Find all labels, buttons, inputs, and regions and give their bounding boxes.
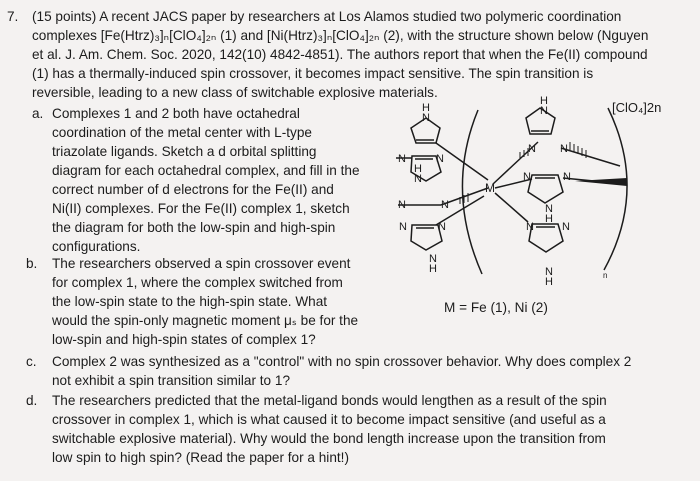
part-line: for complex 1, where the complex switched from (52, 275, 343, 290)
part-line: Complexes 1 and 2 both have octahedral (52, 106, 300, 121)
part-line: low-spin and high-spin states of complex 1? (52, 332, 316, 347)
intro-line: et al. J. Am. Chem. Soc. 2020, 142(10) 4842-4851). The authors report that when the Fe(II) compound (32, 47, 648, 62)
part-line: triazolate ligands. Sketch a d orbital splitting (52, 144, 317, 159)
intro-line: reversible, leading to a new class of switchable explosive materials. (32, 85, 438, 100)
atom-label: N (560, 143, 568, 155)
structure-svg (378, 92, 678, 327)
repeat-subscript: n (603, 271, 608, 280)
counterion-label: [ClO₄]2n (612, 100, 662, 115)
atom-label: H (414, 163, 422, 175)
structure-diagram (378, 92, 678, 332)
part-line: would the spin-only magnetic moment μₛ be for the (52, 313, 359, 328)
atom-label: N (563, 171, 571, 183)
atom-label: N (545, 266, 553, 278)
part-line: The researchers predicted that the metal-ligand bonds would lengthen as a result of the spin (52, 393, 607, 408)
atom-label: N (438, 221, 446, 233)
intro-line: (15 points) A recent JACS paper by researchers at Los Alamos studied two polymeric coordination (32, 9, 622, 24)
atom-label: N (399, 221, 407, 233)
part-label: c. (26, 354, 37, 369)
atom-label: N (429, 253, 437, 265)
part-line: correct number of d electrons for the Fe(II) and (52, 182, 334, 197)
part-line: configurations. (52, 239, 141, 254)
part-line: crossover in complex 1, which is what caused it to become impact sensitive (and useful as a (52, 412, 606, 427)
part-line: diagram for each octahedral complex, and fill in the (52, 163, 360, 178)
atom-label: N (422, 112, 430, 124)
part-label: d. (26, 393, 38, 408)
atom-label: H (545, 213, 553, 225)
atom-label: N (545, 203, 553, 215)
atom-label: H (540, 95, 548, 107)
atom-label: N (436, 153, 444, 165)
part-line: the low-spin state to the high-spin state. What (52, 294, 328, 309)
part-line: low spin to high spin? (Read the paper for a hint!) (52, 450, 349, 465)
atom-label: N (398, 199, 406, 211)
atom-label: N (441, 199, 449, 211)
part-line: switchable explosive material). Why would the bond length increase upon the transition from (52, 431, 606, 446)
atom-label: N (398, 153, 406, 165)
structure-caption: M = Fe (1), Ni (2) (444, 300, 548, 315)
intro-line: complexes [Fe(Htrz)₃]ₙ[ClO₄]₂ₙ (1) and [Ni(Htrz)₃]ₙ[ClO₄]₂ₙ (2), with the structure shown below (Nguyen (32, 28, 649, 43)
part-line: coordination of the metal center with L-type (52, 125, 312, 140)
question-number: 7. (7, 9, 19, 24)
atom-label: N (528, 143, 536, 155)
part-label: a. (32, 106, 44, 121)
part-line: the diagram for both the low-spin and high-spin (52, 220, 336, 235)
atom-label: N (540, 105, 548, 117)
atom-label: H (545, 276, 553, 288)
atom-label: N (562, 221, 570, 233)
atom-label: N (414, 173, 422, 185)
metal-label: M (485, 181, 495, 195)
atom-label: N (526, 221, 534, 233)
part-line: Ni(II) complexes. For the Fe(II) complex 1, sketch (52, 201, 350, 216)
atom-label: H (429, 263, 437, 275)
part-line: not exhibit a spin transition similar to 1? (52, 373, 291, 388)
atom-label: H (422, 102, 430, 114)
part-line: Complex 2 was synthesized as a "control" with no spin crossover behavior. Why does complex 2 (52, 354, 632, 369)
part-label: b. (26, 256, 38, 271)
intro-line: (1) has a thermally-induced spin crossover, it becomes impact sensitive. The spin transition is (32, 66, 594, 81)
atom-label: N (523, 171, 531, 183)
part-line: The researchers observed a spin crossover event (52, 256, 351, 271)
